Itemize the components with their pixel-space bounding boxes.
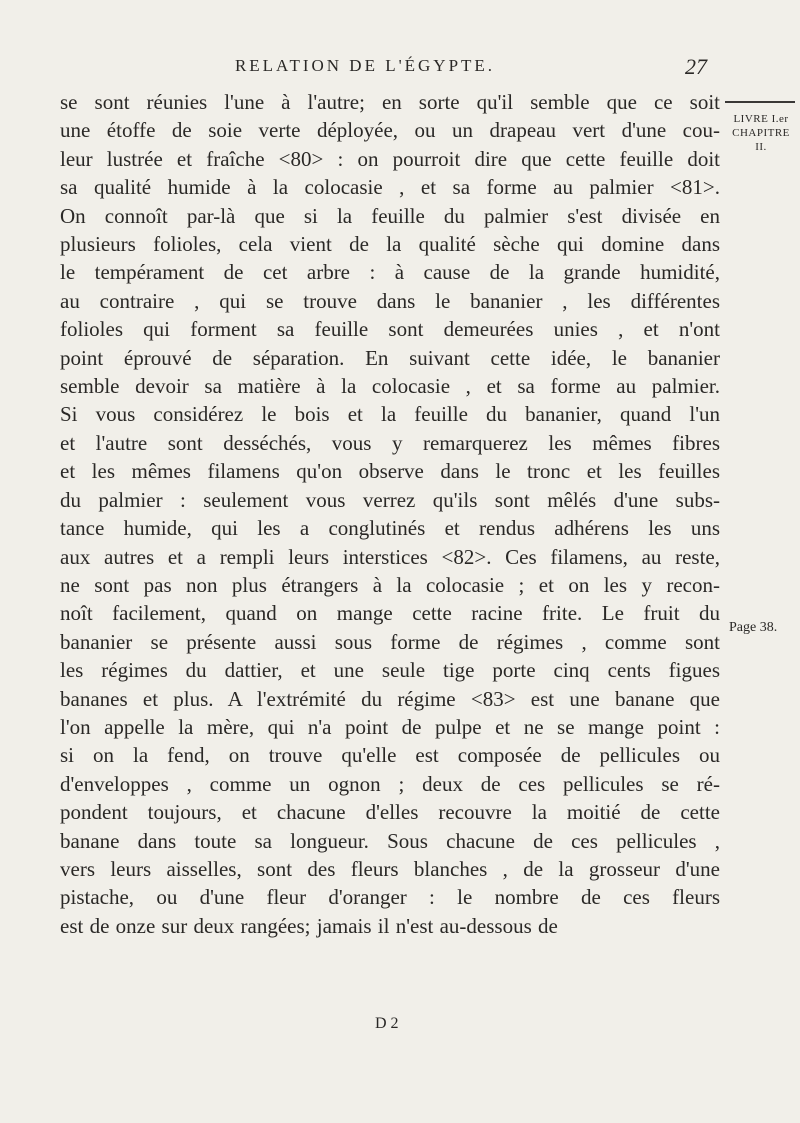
text-line: pistache, ou d'une fleur d'oranger : le nombre de ces fleurs [60,885,720,910]
body-text [60,88,720,940]
text-line: du palmier : seulement vous verrez qu'ils sont mêlés d'une subs- [60,487,720,512]
text-line: point éprouvé de séparation. En suivant cette idée, le bananier [60,345,720,370]
text-line: et l'autre sont desséchés, vous y remarquerez les mêmes fibres [60,430,720,455]
margin-rule [725,101,795,103]
text-line: le tempérament de cet arbre : à cause de la grande humidité, [60,260,720,285]
text-line: tance humide, qui les a conglutinés et rendus adhérens les uns [60,516,720,541]
text-line: aux autres et a rempli leurs interstices <82>. Ces filamens, au reste, [60,544,720,569]
margin-livre-text: LIVRE I.er [733,113,789,125]
text-line: semble devoir sa matière à la colocasie , et sa forme au palmier. [60,374,720,399]
margin-chapitre-text: CHAPITRE II. [732,127,790,153]
signature-mark: D 2 [375,1015,399,1032]
text-line: Si vous considérez le bois et la feuille du bananier, quand l'un [60,402,720,427]
page-number: 27 [685,54,707,79]
text-line: est de onze sur deux rangées; jamais il n'est au-dessous de [60,913,558,938]
text-line: banane dans toute sa longueur. Sous chacune de ces pellicules , [60,828,720,853]
text-line: On connoît par-là que si la feuille du palmier s'est divisée en [60,203,720,228]
text-line: leur lustrée et fraîche <80> : on pourroit dire que cette feuille doit [60,146,720,171]
text-line: plusieurs folioles, cela vient de la qualité sèche qui domine dans [60,232,720,257]
text-line: sa qualité humide à la colocasie , et sa forme au palmier <81>. [60,175,720,200]
running-title: RELATION DE L'ÉGYPTE. [234,56,496,75]
text-line: vers leurs aisselles, sont des fleurs blanches , de la grosseur d'une [60,856,720,881]
text-line: si on la fend, on trouve qu'elle est composée de pellicules ou [60,743,720,768]
margin-page-reference: Page 38. [729,620,778,635]
text-line: pondent toujours, et chacune d'elles recouvre la moitié de cette [60,800,720,825]
text-line: une étoffe de soie verte déployée, ou un drapeau vert d'une cou- [60,118,720,143]
text-line: bananier se présente aussi sous forme de régimes , comme sont [60,629,720,654]
text-line: et les mêmes filamens qu'on observe dans le tronc et les feuilles [60,459,720,484]
text-line: l'on appelle la mère, qui n'a point de pulpe et ne se mange point : [60,714,720,739]
text-line: ne sont pas non plus étrangers à la colocasie ; et on les y recon- [60,572,720,597]
text-line: folioles qui forment sa feuille sont demeurées unies , et n'ont [60,317,720,342]
text-line: se sont réunies l'une à l'autre; en sorte qu'il semble que ce soit [60,90,720,114]
text-line: noît facilement, quand on mange cette racine frite. Le fruit du [60,601,720,626]
text-line: les régimes du dattier, et une seule tige porte cinq cents figues [60,658,720,683]
margin-note-livre [730,112,792,154]
text-line: d'enveloppes , comme un ognon ; deux de ces pellicules se ré- [60,771,720,796]
text-line: au contraire , qui se trouve dans le bananier , les différentes [60,288,720,313]
text-line: bananes et plus. A l'extrémité du régime <83> est une banane que [60,686,720,711]
